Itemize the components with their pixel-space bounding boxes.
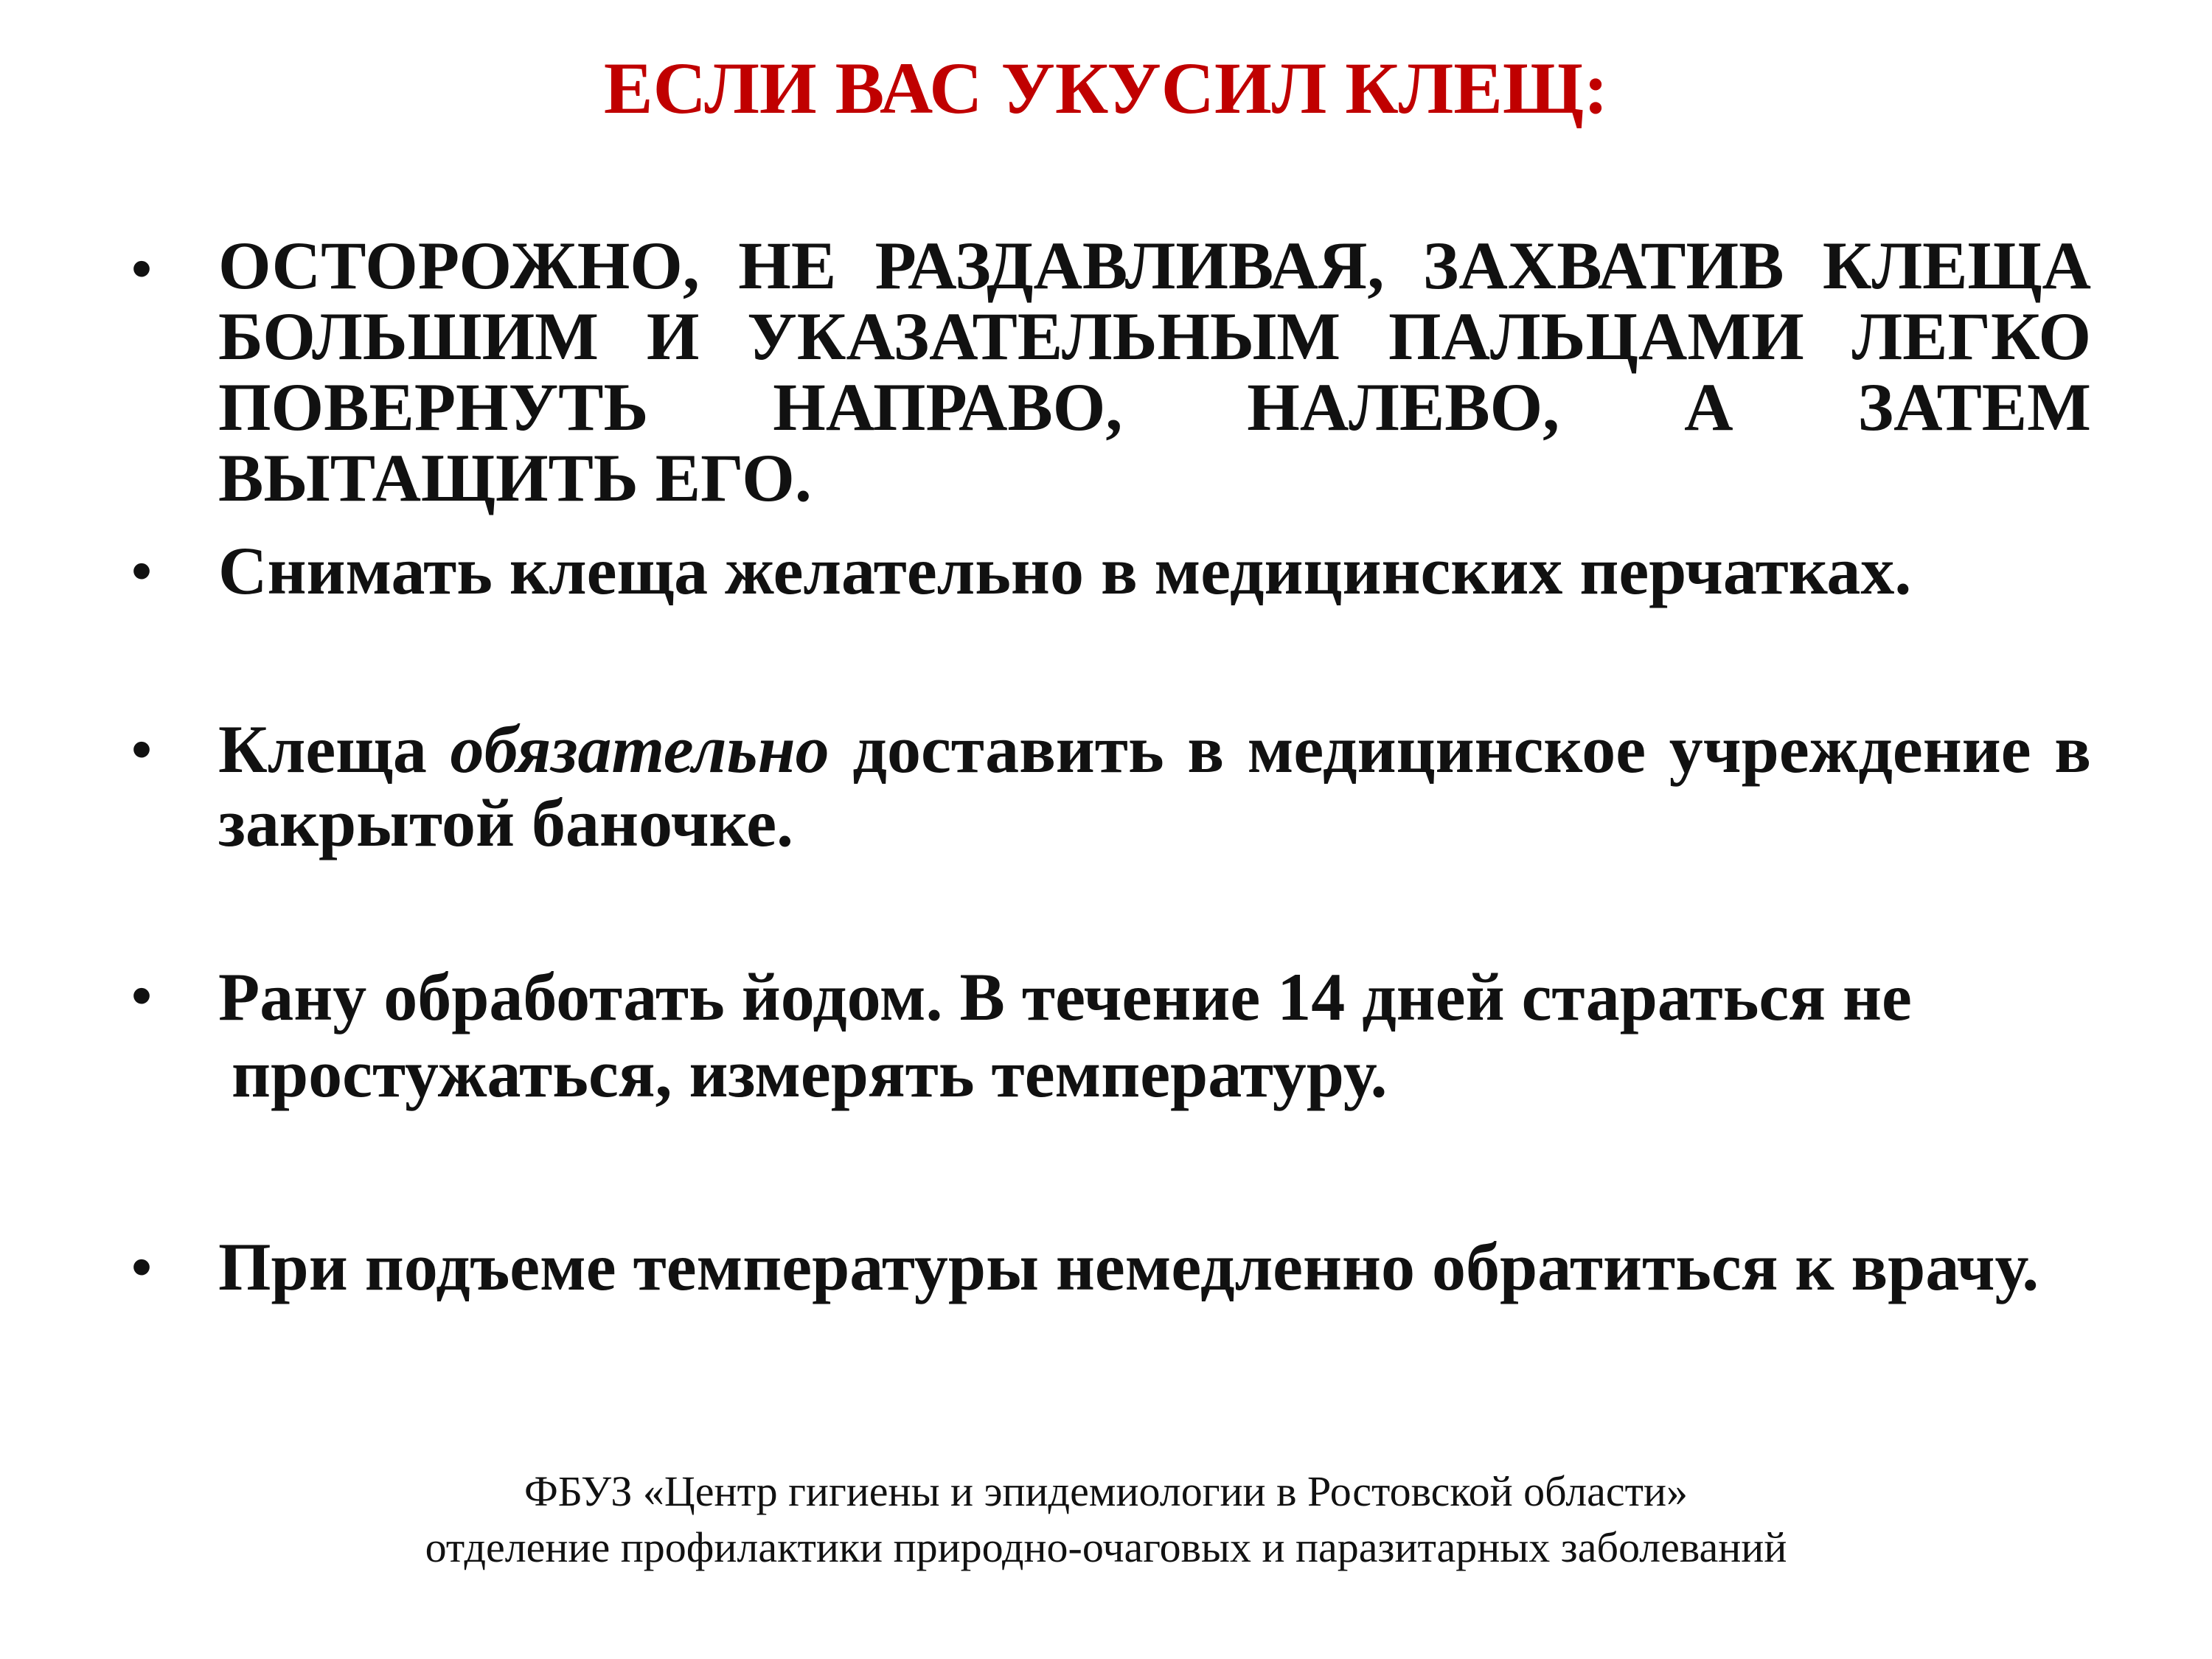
list-item-text-end: доставить в медицинское учреждение в закрытой баночке. <box>218 712 2091 860</box>
bullet-icon: • <box>131 235 153 301</box>
footer-organization: ФБУЗ «Центр гигиены и эпидемиологии в Ростовской области» <box>524 1467 1688 1515</box>
bullet-icon: • <box>131 1234 153 1299</box>
emphasis-text: обязательно <box>450 712 830 787</box>
list-item-text-first-line: Рану обработать йодом. В течение 14 дней стараться не <box>218 959 1912 1034</box>
bullet-icon: • <box>131 962 153 1028</box>
list-item-text: При подъеме температуры немедленно обратиться к врачу. <box>218 1229 2039 1304</box>
footer-department: отделение профилактики природно-очаговых и паразитарных заболеваний <box>425 1523 1787 1571</box>
list-item-text <box>218 959 2091 1112</box>
list-item-text: ОСТОРОЖНО, НЕ РАЗДАВЛИВАЯ, ЗАХВАТИВ КЛЕЩА БОЛЬШИМ И УКАЗАТЕЛЬНЫМ ПАЛЬЦАМИ ЛЕГКО ПОВЕРНУТЬ НАПРАВО, НАЛЕВО, А ЗАТЕМ ВЫТАЩИТЬ ЕГО. <box>218 228 2091 515</box>
bullet-icon: • <box>131 716 153 782</box>
list-item-text: Снимать клеща желательно в медицинских перчатках. <box>218 533 1912 608</box>
page-title: ЕСЛИ ВАС УКУСИЛ КЛЕЩ: <box>603 47 1609 129</box>
footer <box>0 1464 2212 1576</box>
bullet-icon: • <box>131 538 153 603</box>
list-item-text <box>218 712 2091 860</box>
list-item-text-continuation: простужаться, измерять температуру. <box>232 1036 1388 1111</box>
list-item-text-start: Клеща <box>218 712 427 787</box>
